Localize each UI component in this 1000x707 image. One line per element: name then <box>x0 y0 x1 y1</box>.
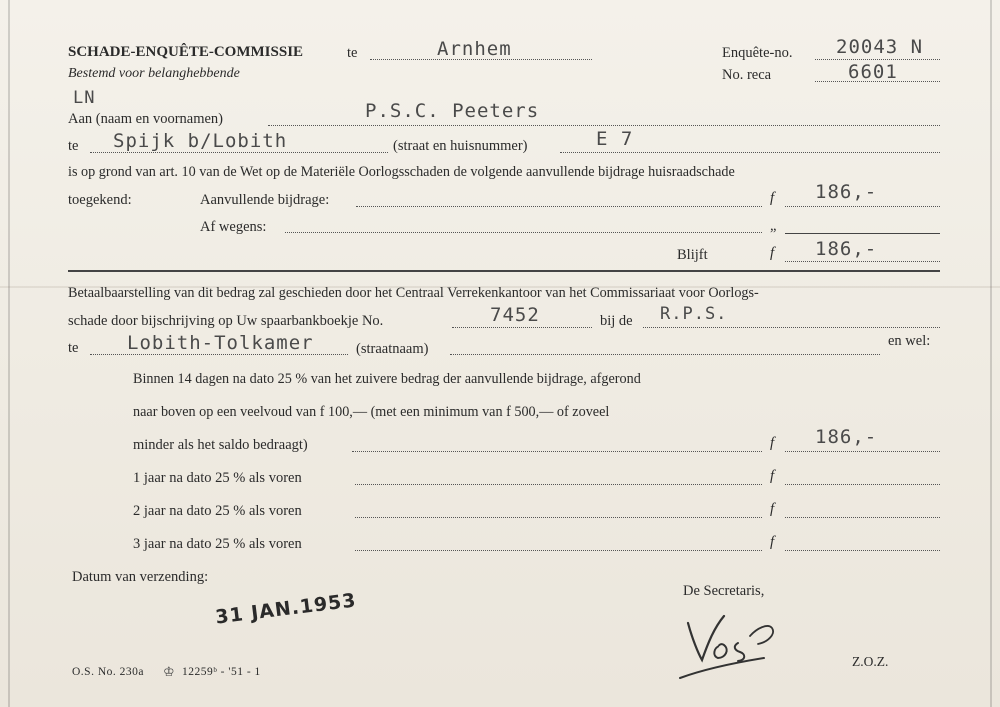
secretary-signature <box>672 598 782 688</box>
schedule-year-1: 1 jaar na dato 25 % als voren <box>133 470 302 486</box>
boekje-line <box>452 327 592 328</box>
bij-de-label: bij de <box>600 313 633 329</box>
left-edge <box>8 0 10 707</box>
blijft-label: Blijft <box>677 247 708 263</box>
payment-text-1: Betaalbaarstelling van dit bedrag zal geschieden door het Centraal Verrekenkantoor van het Commissariaat voor Oorlogs- <box>68 285 759 301</box>
aan-label: Aan (naam en voornamen) <box>68 111 224 127</box>
recipient-name: P.S.C. Peeters <box>365 100 540 122</box>
enquete-line <box>815 59 940 60</box>
year-1-line <box>355 484 762 485</box>
florin-sign: f <box>770 468 775 484</box>
address-line <box>560 152 940 153</box>
bank-value: R.P.S. <box>660 304 728 324</box>
year-2-amount-line <box>785 517 940 518</box>
zoz-label: Z.O.Z. <box>852 654 889 669</box>
datum-label: Datum van verzending: <box>72 569 209 585</box>
form-number: O.S. No. 230a <box>72 666 144 678</box>
aanvullende-line <box>356 206 762 207</box>
boekje-no: 7452 <box>490 304 540 326</box>
straatnaam-line <box>450 354 880 355</box>
year-3-line <box>355 550 762 551</box>
name-line <box>268 125 940 126</box>
section-divider <box>68 270 940 272</box>
printer-crest-icon: ♔ <box>163 664 175 679</box>
florin-sign: f <box>770 534 775 550</box>
reca-label: No. reca <box>722 67 772 83</box>
payment-place-line <box>90 354 348 355</box>
ditto-mark: „ <box>770 218 777 234</box>
city-value: Arnhem <box>437 38 512 60</box>
af-amount-rule <box>785 233 940 234</box>
recipient-te: te <box>68 138 79 154</box>
recipient-address: E 7 <box>596 128 634 150</box>
year-1-amount-line <box>785 484 940 485</box>
schedule-amount-line <box>785 451 940 452</box>
blijft-amount: 186,- <box>815 238 878 260</box>
initials: LN <box>73 88 96 108</box>
schedule-p1: Binnen 14 dagen na dato 25 % van het zuivere bedrag der aanvullende bijdrage, afgerond <box>133 371 641 387</box>
af-line <box>285 232 762 233</box>
payment-te: te <box>68 340 79 356</box>
enquete-label: Enquête-no. <box>722 45 793 61</box>
schedule-p3-line <box>352 451 762 452</box>
straatnaam-label: (straatnaam) <box>356 341 429 357</box>
schedule-year-2: 2 jaar na dato 25 % als voren <box>133 503 302 519</box>
toegekend-label: toegekend: <box>68 192 132 208</box>
date-stamp: 31 JAN.1953 <box>214 589 358 629</box>
florin-sign: f <box>770 501 775 517</box>
aanvullende-label: Aanvullende bijdrage: <box>200 192 330 208</box>
straat-label: (straat en huisnummer) <box>393 138 528 154</box>
year-2-line <box>355 517 762 518</box>
payment-text-2: schade door bijschrijving op Uw spaarbankboekje No. <box>68 313 384 329</box>
year-3-amount-line <box>785 550 940 551</box>
payment-place: Lobith-Tolkamer <box>127 332 314 354</box>
bank-line <box>643 327 940 328</box>
commission-title: SCHADE-ENQUÊTE-COMMISSIE <box>68 44 304 60</box>
aanvullende-amount: 186,- <box>815 181 878 203</box>
enquete-no: 20043 N <box>836 36 924 58</box>
schedule-amount: 186,- <box>815 426 878 448</box>
florin-sign: f <box>770 245 775 261</box>
subtitle: Bestemd voor belanghebbende <box>68 66 240 81</box>
blijft-line <box>785 261 940 262</box>
aanvullende-amount-line <box>785 206 940 207</box>
reca-no: 6601 <box>848 61 898 83</box>
recipient-place: Spijk b/Lobith <box>113 130 288 152</box>
schedule-p3: minder als het saldo bedraagt) <box>133 437 308 453</box>
af-label: Af wegens: <box>200 219 267 235</box>
schedule-p2: naar boven op een veelvoud van f 100,— (met een minimum van f 500,— of zoveel <box>133 404 610 420</box>
place-line <box>90 152 388 153</box>
award-text: is op grond van art. 10 van de Wet op de Materiële Oorlogsschaden de volgende aanvullende bijdrage huisraadschade <box>68 164 735 180</box>
schedule-year-3: 3 jaar na dato 25 % als voren <box>133 536 302 552</box>
florin-sign: f <box>770 435 775 451</box>
florin-sign: f <box>770 190 775 206</box>
secretaris-label: De Secretaris, <box>683 583 765 599</box>
right-edge <box>990 0 992 707</box>
header-te: te <box>347 45 358 61</box>
print-code: 12259ᵇ - '51 - 1 <box>182 666 261 678</box>
en-wel-label: en wel: <box>888 333 931 349</box>
